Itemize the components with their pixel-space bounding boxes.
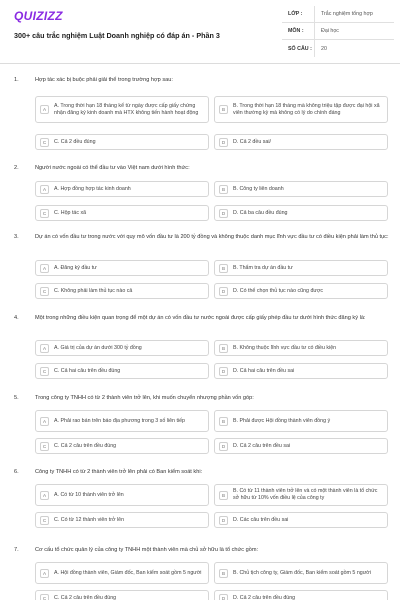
- option-letter: C: [40, 442, 49, 451]
- option-text: A. Phải rao bán trên báo địa phương trong 3 số liên tiếp: [54, 417, 185, 424]
- question-text: Dự án có vốn đầu tư trong nước với quy mô vốn đầu tư là 200 tỷ đồng và không thuộc danh mục lĩnh vực đầu tư có điều kiện phải làm thủ tục:: [35, 234, 389, 240]
- option-letter: B: [219, 185, 228, 194]
- option-text: C. Hộp tác xã: [54, 209, 87, 216]
- meta-value: 20: [314, 40, 394, 57]
- option-a[interactable]: [35, 340, 209, 356]
- question-stem: [14, 394, 390, 402]
- option-b[interactable]: [214, 260, 388, 276]
- option-text: A. Trong thời hạn 18 tháng kể từ ngày được cấp giấy chứng nhận đăng ký kinh doanh mà HTX không tiến hành hoạt động: [54, 102, 199, 116]
- option-text: D. Cả 2 đều sai/: [233, 138, 271, 145]
- question-number: 7.: [14, 547, 19, 553]
- option-b[interactable]: [214, 562, 388, 584]
- option-d[interactable]: [214, 205, 388, 221]
- document-header: [0, 0, 400, 64]
- option-letter: D: [219, 209, 228, 218]
- option-letter: D: [219, 594, 228, 600]
- option-b[interactable]: [214, 340, 388, 356]
- option-letter: C: [40, 367, 49, 376]
- option-text: C. Cả 2 đều đúng: [54, 138, 96, 145]
- option-b[interactable]: [214, 484, 388, 506]
- meta-key: MÔN :: [288, 28, 304, 34]
- option-letter: D: [219, 516, 228, 525]
- option-text: B. Trong thời hạn 18 tháng mà không triệu tập được đại hội xã viên thường kỳ mà không có lý do chính đáng: [233, 102, 380, 116]
- question-stem: [14, 314, 390, 322]
- option-letter: B: [219, 569, 228, 578]
- meta-row-count: [282, 40, 394, 57]
- quizizz-logo: QUIZIZZ: [14, 9, 63, 23]
- option-letter: D: [219, 442, 228, 451]
- option-c[interactable]: [35, 363, 209, 379]
- option-letter: B: [219, 264, 228, 273]
- option-letter: C: [40, 594, 49, 600]
- option-text: C. Cả 2 câu trên đều đúng: [54, 442, 117, 449]
- option-text: C. Có từ 12 thành viên trở lên: [54, 516, 125, 523]
- option-c[interactable]: [35, 283, 209, 299]
- option-d[interactable]: [214, 134, 388, 150]
- option-text: B. Có từ 11 thành viên trở lên và có một thành viên là tổ chức sở hữu từ 10% vốn điều lệ của công ty: [233, 488, 378, 501]
- option-text: B. Phải được Hội đồng thành viên đồng ý: [233, 417, 331, 424]
- option-text: B. Thẩm tra dự án đầu tư: [233, 264, 293, 271]
- meta-key: LỚP :: [288, 11, 303, 17]
- option-letter: A: [40, 264, 49, 273]
- meta-value: Đại học: [314, 23, 394, 39]
- option-d[interactable]: [214, 512, 388, 528]
- meta-table: [282, 6, 394, 57]
- option-c[interactable]: [35, 438, 209, 454]
- option-b[interactable]: [214, 181, 388, 197]
- question-number: 2.: [14, 165, 19, 171]
- option-letter: B: [219, 344, 228, 353]
- option-text: A. Hội đồng thành viên, Giám đốc, Ban kiểm soát gồm 5 người: [54, 569, 202, 576]
- option-a[interactable]: [35, 562, 209, 584]
- option-letter: D: [219, 138, 228, 147]
- option-a[interactable]: [35, 410, 209, 432]
- option-letter: B: [219, 417, 228, 426]
- option-letter: A: [40, 417, 49, 426]
- option-c[interactable]: [35, 512, 209, 528]
- option-letter: D: [219, 367, 228, 376]
- question-stem: [14, 233, 390, 241]
- meta-key: SỐ CÂU :: [288, 45, 312, 52]
- question-text: Cơ cấu tổ chức quản lý của công ty TNHH một thành viên mà chủ sở hữu là tổ chức gồm:: [35, 547, 259, 553]
- option-text: A. Hợp đồng hợp tác kinh doanh: [54, 185, 131, 192]
- question-text: Trong công ty TNHH có từ 2 thành viên trở lên, khi muốn chuyển nhượng phần vốn góp:: [35, 395, 254, 401]
- question-text: Hợp tác xác bị buộc phải giải thể trong trường hợp sau:: [35, 77, 173, 83]
- option-a[interactable]: [35, 181, 209, 197]
- question-text: Người nước ngoài có thể đầu tư vào Việt nam dưới hình thức:: [35, 165, 190, 171]
- option-b[interactable]: [214, 96, 388, 123]
- option-letter: B: [219, 491, 228, 500]
- option-letter: D: [219, 287, 228, 296]
- option-a[interactable]: [35, 484, 209, 506]
- option-letter: A: [40, 344, 49, 353]
- option-text: C. Cả hai câu trên đều đúng: [54, 367, 121, 374]
- meta-value: Trắc nghiệm tổng hợp: [314, 6, 394, 22]
- option-c[interactable]: [35, 134, 209, 150]
- question-number: 1.: [14, 77, 19, 83]
- option-letter: C: [40, 516, 49, 525]
- option-b[interactable]: [214, 410, 388, 432]
- option-text: B. Chủ tịch công ty, Giám đốc, Ban kiểm soát gồm 5 người: [233, 569, 371, 576]
- question-number: 6.: [14, 469, 19, 475]
- option-text: C. Cả 2 câu trên đều đúng: [54, 594, 117, 600]
- option-text: D. Cả hai câu trên đều sai: [233, 367, 295, 374]
- meta-row-subject: [282, 23, 394, 40]
- option-letter: A: [40, 491, 49, 500]
- question-number: 4.: [14, 315, 19, 321]
- question-stem: [14, 468, 390, 476]
- option-text: D. Cả 2 câu trên đều đúng: [233, 594, 296, 600]
- option-text: C. Không phải làm thủ tục nào cả: [54, 287, 133, 294]
- question-stem: [14, 546, 390, 554]
- option-text: A. Giá trị của dự án dưới 300 tỷ đồng: [54, 344, 142, 351]
- question-stem: [14, 164, 390, 172]
- document-title: 300+ câu trắc nghiệm Luật Doanh nghiệp có đáp án - Phần 3: [14, 31, 220, 40]
- option-letter: B: [219, 105, 228, 114]
- option-letter: A: [40, 105, 49, 114]
- question-stem: [14, 76, 390, 84]
- question-number: 5.: [14, 395, 19, 401]
- option-text: B. Không thuộc lĩnh vực đầu tư có điều kiện: [233, 344, 337, 351]
- option-c[interactable]: [35, 590, 209, 600]
- option-d[interactable]: [214, 363, 388, 379]
- option-d[interactable]: [214, 590, 388, 600]
- option-d[interactable]: [214, 283, 388, 299]
- question-text: Một trong những điều kiện quan trọng để một dự án có vốn đầu tư nước ngoài được cấp giấy phép đầu tư dưới hình thức đăng ký là:: [35, 315, 366, 321]
- meta-row-class: [282, 6, 394, 23]
- option-letter: C: [40, 138, 49, 147]
- option-letter: A: [40, 185, 49, 194]
- question-text: Công ty TNHH có từ 2 thành viên trở lên phải có Ban kiểm soát khi:: [35, 469, 203, 475]
- option-c[interactable]: [35, 205, 209, 221]
- option-text: D. Có thể chọn thủ tục nào cũng được: [233, 287, 324, 294]
- option-text: A. Có từ 10 thành viên trở lên: [54, 491, 124, 498]
- option-text: D. Cả ba câu đều đúng: [233, 209, 288, 216]
- option-text: B. Công ty liên doanh: [233, 185, 284, 192]
- question-number: 3.: [14, 234, 19, 240]
- option-letter: C: [40, 209, 49, 218]
- option-text: A. Đăng ký đầu tư: [54, 264, 97, 271]
- option-a[interactable]: [35, 96, 209, 123]
- option-d[interactable]: [214, 438, 388, 454]
- option-letter: A: [40, 569, 49, 578]
- option-letter: C: [40, 287, 49, 296]
- option-a[interactable]: [35, 260, 209, 276]
- option-text: D. Cả 2 câu trên đều sai: [233, 442, 291, 449]
- option-text: D. Các câu trên đều sai: [233, 516, 289, 523]
